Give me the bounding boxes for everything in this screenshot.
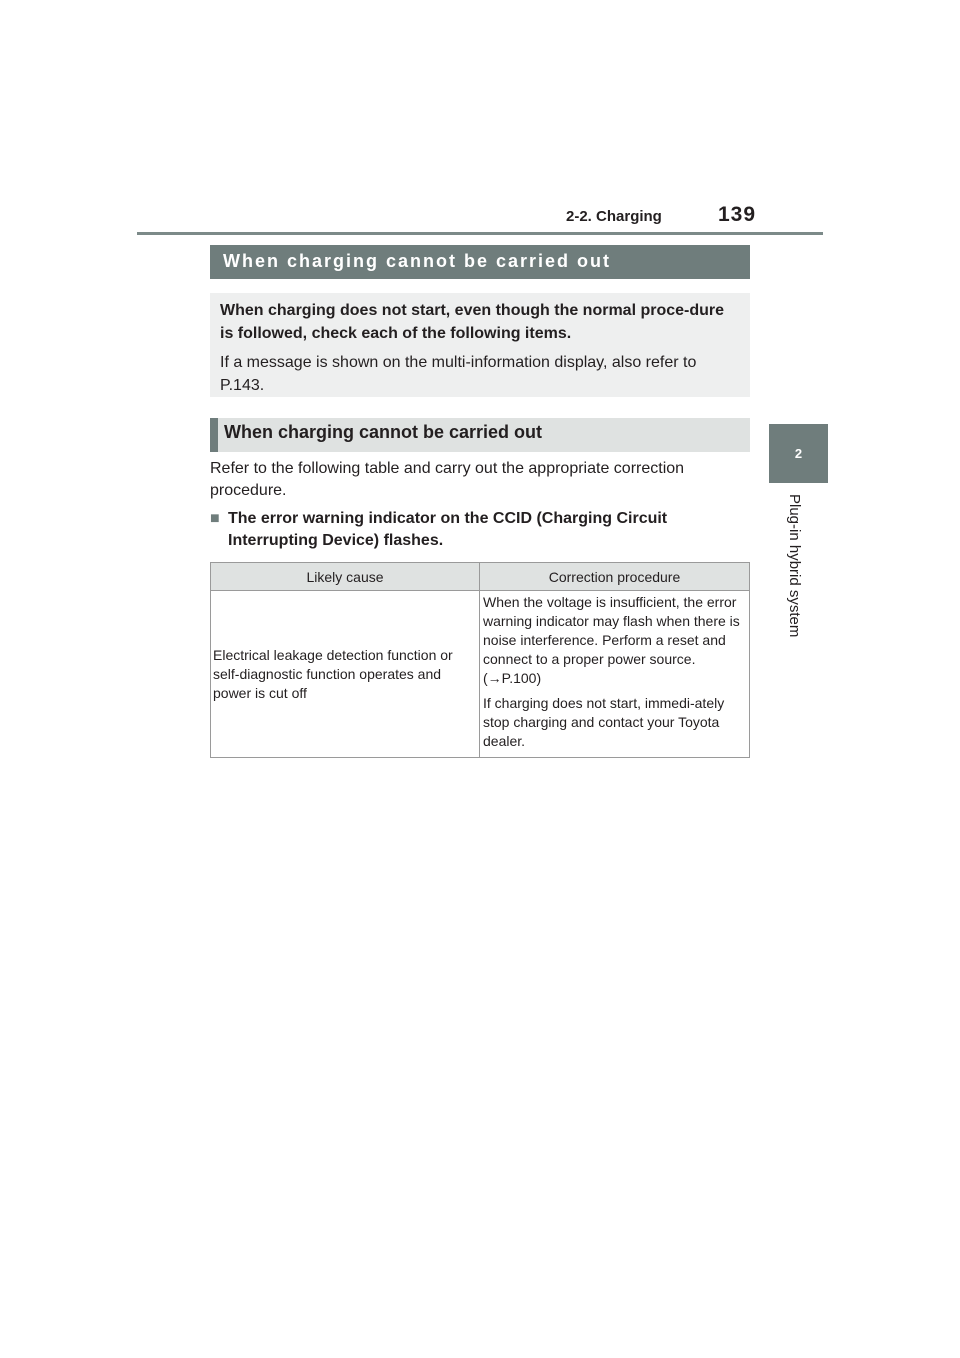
correction-text: If charging does not start, immedi-ately stop charging and contact your Toyota dealer. bbox=[483, 695, 725, 749]
square-bullet-icon: ■ bbox=[210, 510, 220, 527]
table-header-row bbox=[211, 563, 750, 591]
bullet-text: The error warning indicator on the CCID (Charging Circuit Interrupting Device) flashes. bbox=[228, 510, 668, 549]
intro-box bbox=[210, 293, 750, 397]
subheading: When charging cannot be carried out bbox=[224, 422, 543, 442]
column-header-correction: Correction procedure bbox=[480, 563, 750, 591]
column-header-cause: Likely cause bbox=[211, 563, 480, 591]
subheading-bar bbox=[210, 418, 750, 452]
chapter-number: 2 bbox=[794, 446, 803, 461]
table-row bbox=[211, 591, 750, 758]
body-paragraph: Refer to the following table and carry out the appropriate correction procedure. bbox=[210, 460, 685, 499]
chapter-label: Plug-in hybrid system bbox=[786, 494, 803, 638]
main-title: When charging cannot be carried out bbox=[223, 251, 612, 271]
cause-correction-table bbox=[210, 562, 750, 758]
page-number: 139 bbox=[718, 203, 757, 226]
main-title-bar bbox=[210, 245, 750, 279]
section-title: 2-2. Charging bbox=[566, 208, 662, 225]
chapter-tab bbox=[769, 424, 828, 483]
intro-bold-text: When charging does not start, even though the normal proce-dure is followed, check each of the following items. bbox=[220, 302, 725, 342]
cause-cell: Electrical leakage detection function or self-diagnostic function operates and power is cut off bbox=[211, 591, 480, 758]
correction-text: When the voltage is insufficient, the error warning indicator may flash when there is noise interference. Perform a reset and connect to a proper power source. (→P.100) bbox=[483, 594, 740, 686]
intro-text: If a message is shown on the multi-information display, also refer to P.143. bbox=[220, 354, 697, 394]
correction-cell bbox=[480, 591, 750, 758]
bullet-item bbox=[210, 508, 750, 552]
header-divider bbox=[137, 232, 823, 235]
